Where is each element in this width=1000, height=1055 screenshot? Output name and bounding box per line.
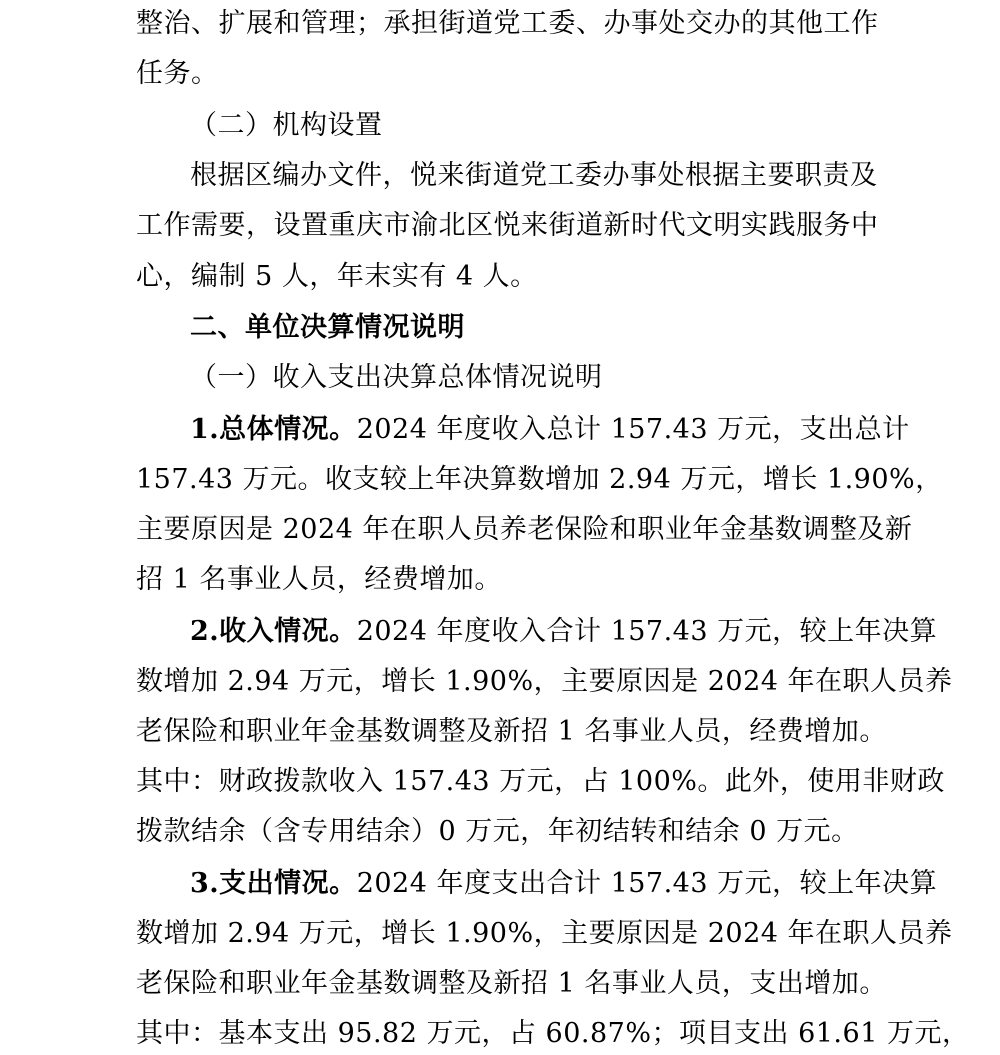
paragraph-line	[190, 868, 938, 902]
paragraph-line: 老保险和职业年金基数调整及新招 1 名事业人员，支出增加。	[136, 968, 887, 999]
section-heading: 二、单位决算情况说明	[190, 312, 465, 343]
paragraph-line: 其中：财政拨款收入 157.43 万元，占 100%。此外，使用非财政	[136, 766, 945, 797]
paragraph-line: 拨款结余（含专用结余）0 万元，年初结转和结余 0 万元。	[136, 816, 859, 847]
paragraph-line	[190, 616, 938, 650]
paragraph-line: 招 1 名事业人员，经费增加。	[136, 564, 502, 595]
paragraph-text: 2024 年度支出合计 157.43 万元，较上年决算	[356, 868, 938, 899]
paragraph-line: 数增加 2.94 万元，增长 1.90%，主要原因是 2024 年在职人员养	[136, 918, 953, 949]
paragraph-line: 心，编制 5 人，年末实有 4 人。	[136, 261, 538, 292]
paragraph-line: 主要原因是 2024 年在职人员养老保险和职业年金基数调整及新	[136, 514, 913, 545]
paragraph-text: 2024 年度收入合计 157.43 万元，较上年决算	[356, 616, 938, 647]
paragraph-lead: 1.总体情况。	[190, 414, 357, 445]
paragraph-line: 老保险和职业年金基数调整及新招 1 名事业人员，经费增加。	[136, 716, 887, 747]
paragraph-line: 工作需要，设置重庆市渝北区悦来街道新时代文明实践服务中	[136, 210, 879, 241]
section-heading: （一）收入支出决算总体情况说明	[190, 362, 603, 393]
paragraph-line: 任务。	[136, 58, 219, 89]
paragraph-lead: 2.收入情况。	[190, 616, 357, 647]
paragraph-line: 根据区编办文件，悦来街道党工委办事处根据主要职责及	[190, 160, 878, 191]
paragraph-line: 数增加 2.94 万元，增长 1.90%，主要原因是 2024 年在职人员养	[136, 666, 953, 697]
paragraph-line: 157.43 万元。收支较上年决算数增加 2.94 万元，增长 1.90%，	[136, 464, 943, 495]
paragraph-line: 其中：基本支出 95.82 万元，占 60.87%；项目支出 61.61 万元，	[136, 1018, 970, 1049]
paragraph-text: 2024 年度收入总计 157.43 万元，支出总计	[356, 414, 910, 445]
paragraph-line	[190, 414, 910, 448]
section-heading: （二）机构设置	[190, 110, 383, 141]
paragraph-line: 整治、扩展和管理；承担街道党工委、办事处交办的其他工作	[136, 8, 879, 39]
paragraph-lead: 3.支出情况。	[190, 868, 357, 899]
